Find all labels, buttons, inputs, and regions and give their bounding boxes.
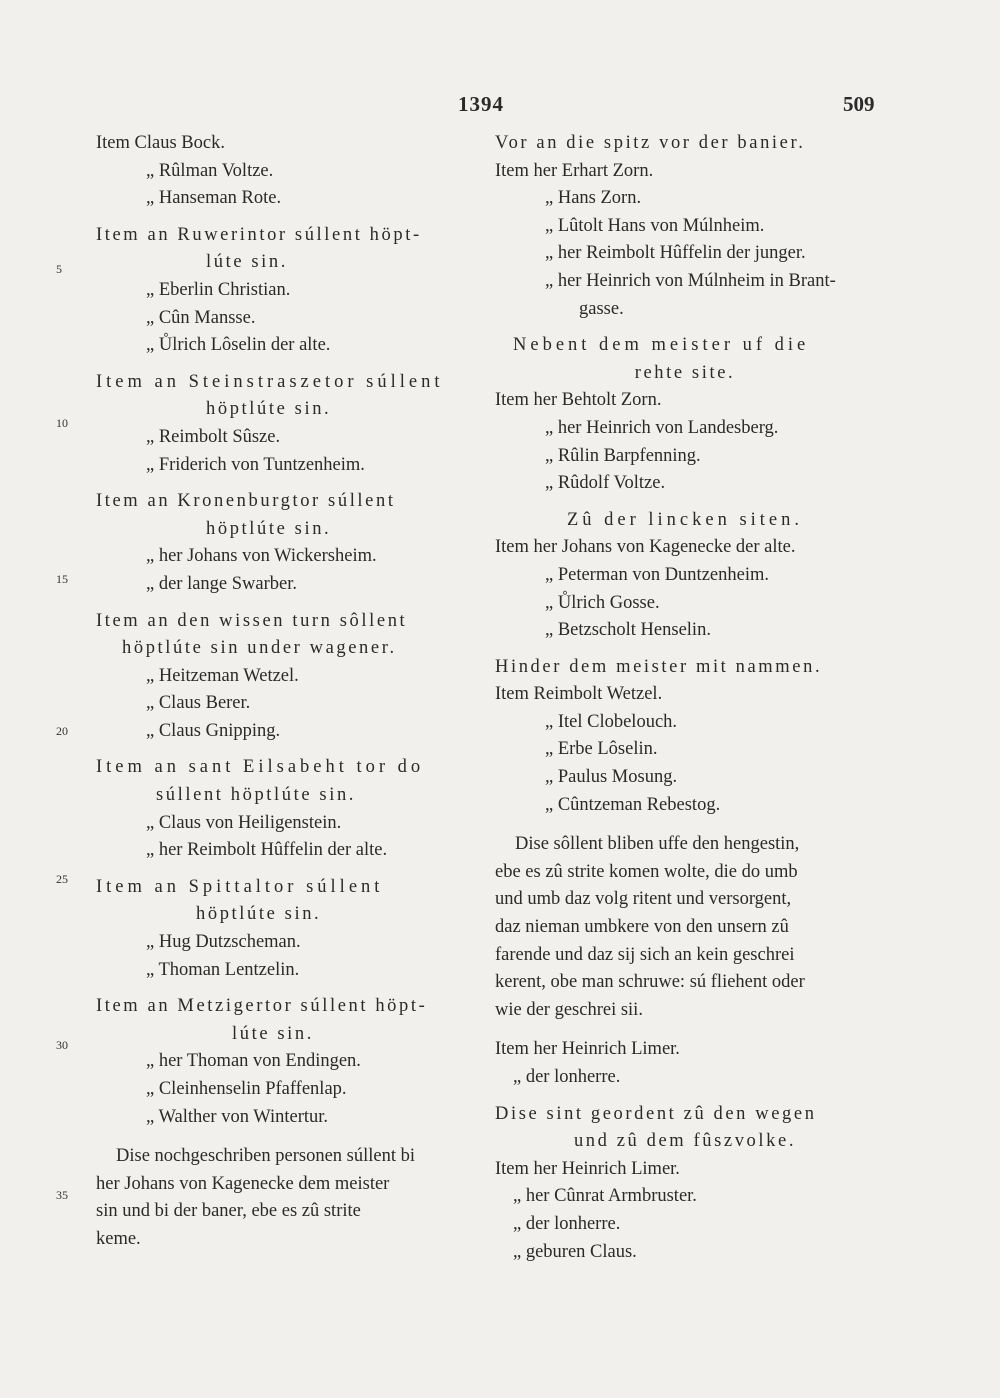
text-line: keme.	[96, 1228, 141, 1249]
text-line: lúte sin.	[232, 1023, 314, 1044]
text-line: „ Reimbolt Sûsze.	[146, 426, 281, 447]
text-line: „ her Reimbolt Hûffelin der junger.	[545, 243, 806, 264]
line-number: 30	[56, 1038, 68, 1052]
section-heading: Nebent dem meister uf die	[513, 335, 810, 356]
line-number: 5	[56, 262, 62, 276]
text-line: lúte sin.	[206, 252, 288, 273]
text-line: Item Claus Bock.	[96, 133, 225, 153]
text-line: Item her Heinrich Limer.	[495, 1158, 680, 1179]
line-number: 25	[56, 872, 68, 886]
text-line: „ Cleinhenselin Pfaffenlap.	[146, 1079, 347, 1099]
text-line: daz nieman umbkere von den unsern zû	[495, 917, 789, 938]
text-line: Item an sant Eilsabeht tor do	[96, 757, 425, 778]
header-page-number: 509	[843, 92, 875, 116]
text-line: „ Cûn Mansse.	[146, 307, 256, 328]
text-line: „ Claus Gnipping.	[146, 720, 281, 741]
text-line: „ Ůlrich Gosse.	[545, 592, 660, 613]
text-line: „ her Cûnrat Armbruster.	[513, 1186, 697, 1207]
left-column	[96, 130, 471, 1254]
line-number: 15	[56, 572, 68, 586]
text-line: „ Eberlin Christian.	[146, 279, 291, 300]
text-line: gasse.	[579, 298, 624, 319]
text-line: kerent, obe man schruwe: sú fliehent oder	[495, 972, 805, 993]
section-heading: und zû dem fûszvolke.	[573, 1131, 797, 1152]
text-line: „ her Thoman von Endingen.	[146, 1051, 361, 1072]
text-line: „ Hans Zorn.	[545, 188, 642, 209]
text-line: Item an den wissen turn sôllent	[96, 610, 408, 631]
section-heading: Hinder dem meister mit nammen.	[495, 656, 823, 677]
section-heading: Zû der lincken siten.	[566, 509, 804, 530]
text-line: höptlúte sin.	[206, 399, 332, 420]
right-column	[495, 130, 875, 1266]
line-number: 20	[56, 724, 68, 738]
text-line: höptlúte sin under wagener.	[122, 638, 397, 659]
line-number: 10	[56, 416, 68, 430]
section-heading: Dise sint geordent zû den wegen	[495, 1103, 817, 1124]
text-line: súllent höptlúte sin.	[156, 785, 357, 806]
text-line: „ Betzscholt Henselin.	[545, 620, 711, 641]
text-line: „ her Heinrich von Landesberg.	[545, 417, 779, 438]
text-line: her Johans von Kagenecke dem meister	[96, 1173, 390, 1194]
text-line: „ her Johans von Wickersheim.	[146, 546, 377, 567]
text-line: „ Hug Dutzscheman.	[146, 932, 301, 953]
text-line: farende und daz sij sich an kein geschrei	[495, 944, 795, 965]
text-line: Item her Heinrich Limer.	[495, 1039, 680, 1060]
text-line: Item an Ruwerintor súllent höpt-	[96, 224, 422, 245]
text-line: Item her Erhart Zorn.	[495, 160, 654, 181]
text-line: „ der lonherre.	[513, 1213, 621, 1234]
section-heading: rehte site.	[634, 362, 736, 383]
text-line: Item Reimbolt Wetzel.	[495, 684, 663, 705]
text-line: und umb daz volg ritent und versorgent,	[495, 889, 792, 910]
text-line: „ Claus Berer.	[146, 693, 251, 714]
text-line: „ Walther von Wintertur.	[146, 1106, 329, 1127]
text-line: „ Itel Clobelouch.	[545, 711, 678, 732]
text-line: Item an Metzigertor súllent höpt-	[96, 996, 428, 1017]
text-line: „ Friderich von Tuntzenheim.	[146, 454, 365, 475]
text-line: „ Rûdolf Voltze.	[545, 473, 666, 494]
line-number: 35	[56, 1188, 68, 1202]
text-line: „ Paulus Mosung.	[545, 767, 678, 788]
text-line: Item her Johans von Kagenecke der alte.	[495, 537, 796, 558]
text-line: „ der lonherre.	[513, 1067, 621, 1087]
text-line: „ Heitzeman Wetzel.	[146, 665, 299, 686]
text-line: Item an Spittaltor súllent	[96, 876, 384, 897]
text-line: ebe es zû strite komen wolte, die do umb	[495, 861, 798, 882]
text-line: „ der lange Swarber.	[146, 573, 298, 594]
text-line: höptlúte sin.	[206, 518, 332, 539]
text-line: sin und bi der baner, ebe es zû strite	[96, 1201, 361, 1222]
text-line: höptlúte sin.	[196, 904, 322, 925]
text-line: Dise sôllent bliben uffe den hengestin,	[515, 834, 800, 855]
text-line: Item her Behtolt Zorn.	[495, 390, 662, 411]
text-line: „ Thoman Lentzelin.	[146, 959, 300, 980]
text-line: „ Rûlin Barpfenning.	[545, 445, 701, 466]
text-line: Item an Kronenburgtor súllent	[96, 491, 396, 512]
text-line: „ Claus von Heiligenstein.	[146, 812, 342, 833]
text-line: „ her Reimbolt Hûffelin der alte.	[146, 840, 388, 861]
text-line: Dise nochgeschriben personen súllent bi	[116, 1146, 416, 1167]
text-line: wie der geschrei sii.	[495, 999, 643, 1020]
text-line: „ her Heinrich von Múlnheim in Brant-	[545, 270, 836, 291]
section-heading: Vor an die spitz vor der banier.	[495, 133, 806, 153]
text-line: „ geburen Claus.	[513, 1241, 637, 1262]
header-year: 1394	[458, 92, 504, 116]
text-line: „ Cûntzeman Rebestog.	[545, 794, 721, 815]
text-line: „ Lûtolt Hans von Múlnheim.	[545, 215, 765, 236]
text-line: Item an Steinstraszetor súllent	[96, 371, 444, 392]
text-line: „ Ůlrich Lôselin der alte.	[146, 335, 331, 356]
text-line: „ Hanseman Rote.	[146, 188, 282, 209]
text-line: „ Peterman von Duntzenheim.	[545, 564, 769, 585]
text-line: „ Rûlman Voltze.	[146, 160, 274, 181]
text-line: „ Erbe Lôselin.	[545, 739, 658, 760]
